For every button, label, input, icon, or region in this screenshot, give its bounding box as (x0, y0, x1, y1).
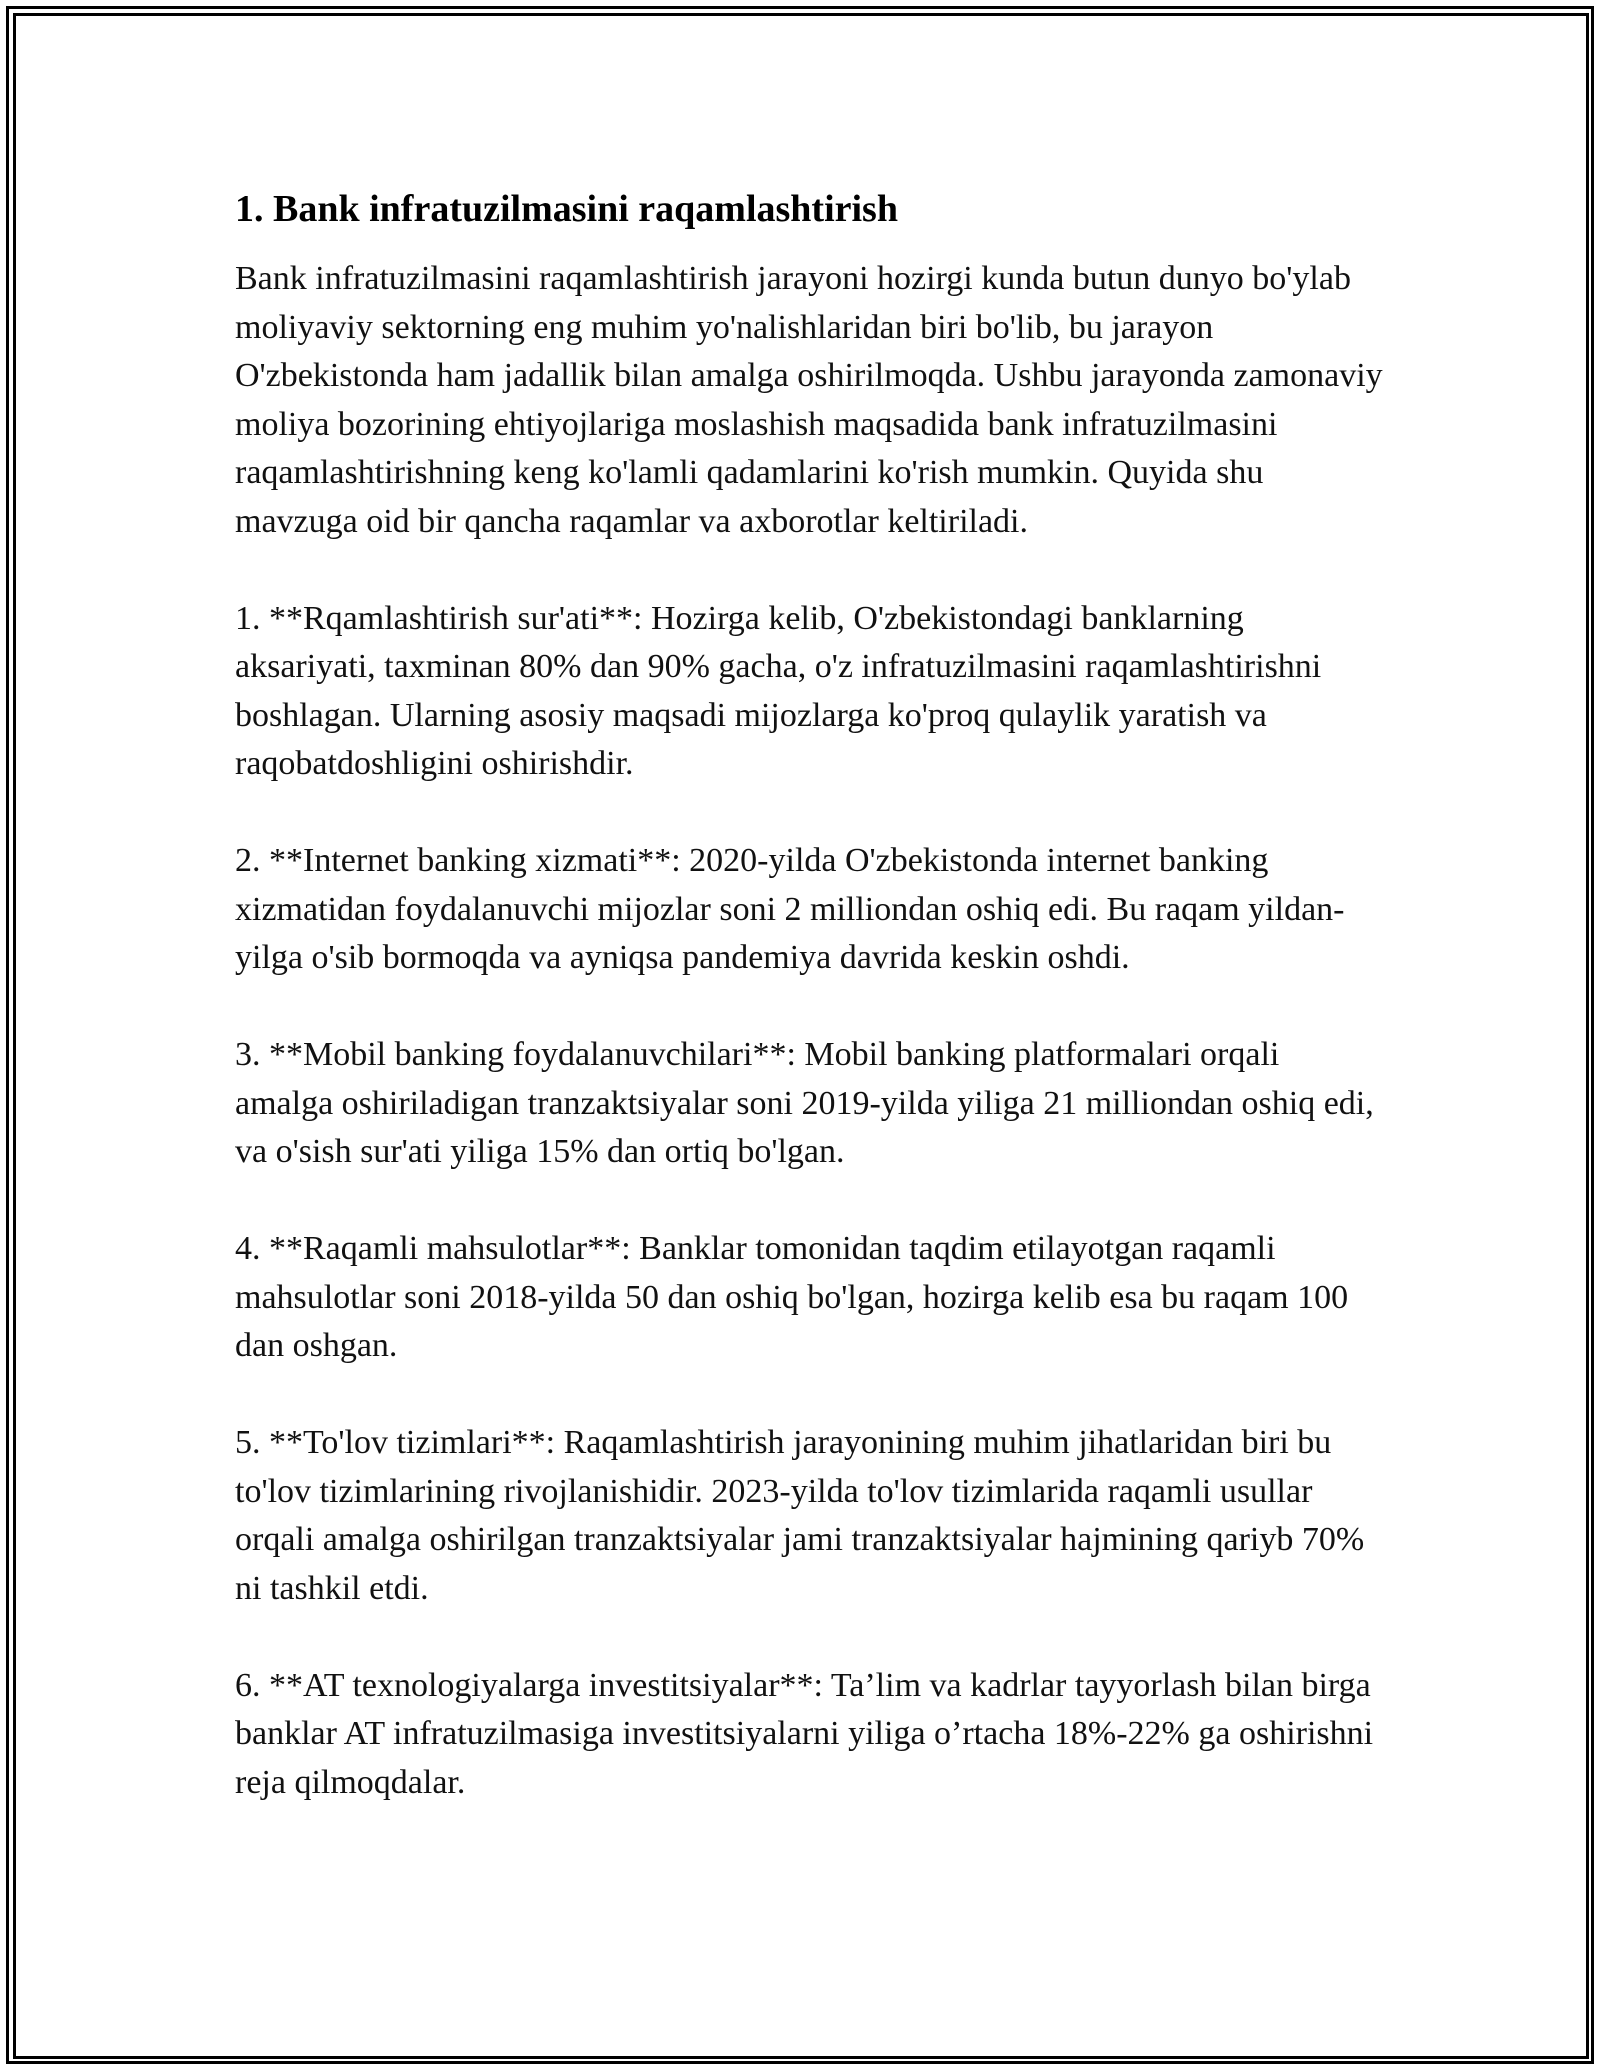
list-item: 4. **Raqamli mahsulotlar**: Banklar tomonidan taqdim etilayotgan raqamli mahsulotlar soni 2018-yilda 50 dan oshiq bo'lgan, hozirga kelib esa bu raqam 100 dan oshgan. (235, 1230, 1349, 1364)
list-item: 6. **AT texnologiyalarga investitsiyalar**: Ta’lim va kadrlar tayyorlash bilan birga banklar AT infratuzilmasiga investitsiyalarni yiliga o’rtacha 18%-22% ga oshirishni reja qilmoqdalar. (235, 1666, 1374, 1801)
list-item: 5. **To'lov tizimlari**: Raqamlashtirish jarayonining muhim jihatlaridan biri bu to'lov tizimlarining rivojlanishidir. 2023-yilda to'lov tizimlarida raqamli usullar orqali amalga oshirilgan tranzaktsiyalar jami tranzaktsiyalar hajmining qariyb 70% ni tashkil etdi. (235, 1424, 1365, 1607)
list-item: 3. **Mobil banking foydalanuvchilari**: Mobil banking platformalari orqali amalga oshiriladigan tranzaktsiyalar soni 2019-yilda yiliga 21 milliondan oshiq edi, va o'sish sur'ati yiliga 15% dan ortiq bo'lgan. (235, 1036, 1374, 1170)
intro-paragraph: Bank infratuzilmasini raqamlashtirish jarayoni hozirgi kunda butun dunyo bo'ylab moliyaviy sektorning eng muhim yo'nalishlaridan biri bo'lib, bu jarayon O'zbekistonda ham jadallik bilan amalga oshirilmoqda. Ushbu jarayonda zamonaviy moliya bozorining ehtiyojlariga moslashish maqsadida bank infratuzilmasini raqamlashtirishning keng ko'lamli qadamlarini ko'rish mumkin. Quyida shu mavzuga oid bir qancha raqamlar va axborotlar keltiriladi. (235, 260, 1383, 540)
list-item: 2. **Internet banking xizmati**: 2020-yilda O'zbekistonda internet banking xizmatidan foydalanuvchi mijozlar soni 2 milliondan oshiq edi. Bu raqam yildan-yilga o'sib bormoqda va ayniqsa pandemiya davrida keskin oshdi. (235, 842, 1345, 976)
document-body (235, 185, 1385, 1856)
section-heading: 1. Bank infratuzilmasini raqamlashtirish (235, 188, 898, 230)
list-item: 1. **Rqamlashtirish sur'ati**: Hozirga kelib, O'zbekistondagi banklarning aksariyati, taxminan 80% dan 90% gacha, o'z infratuzilmasini raqamlashtirishni boshlagan. Ularning asosiy maqsadi mijozlarga ko'proq qulaylik yaratish va raqobatdoshligini oshirishdir. (235, 599, 1322, 782)
